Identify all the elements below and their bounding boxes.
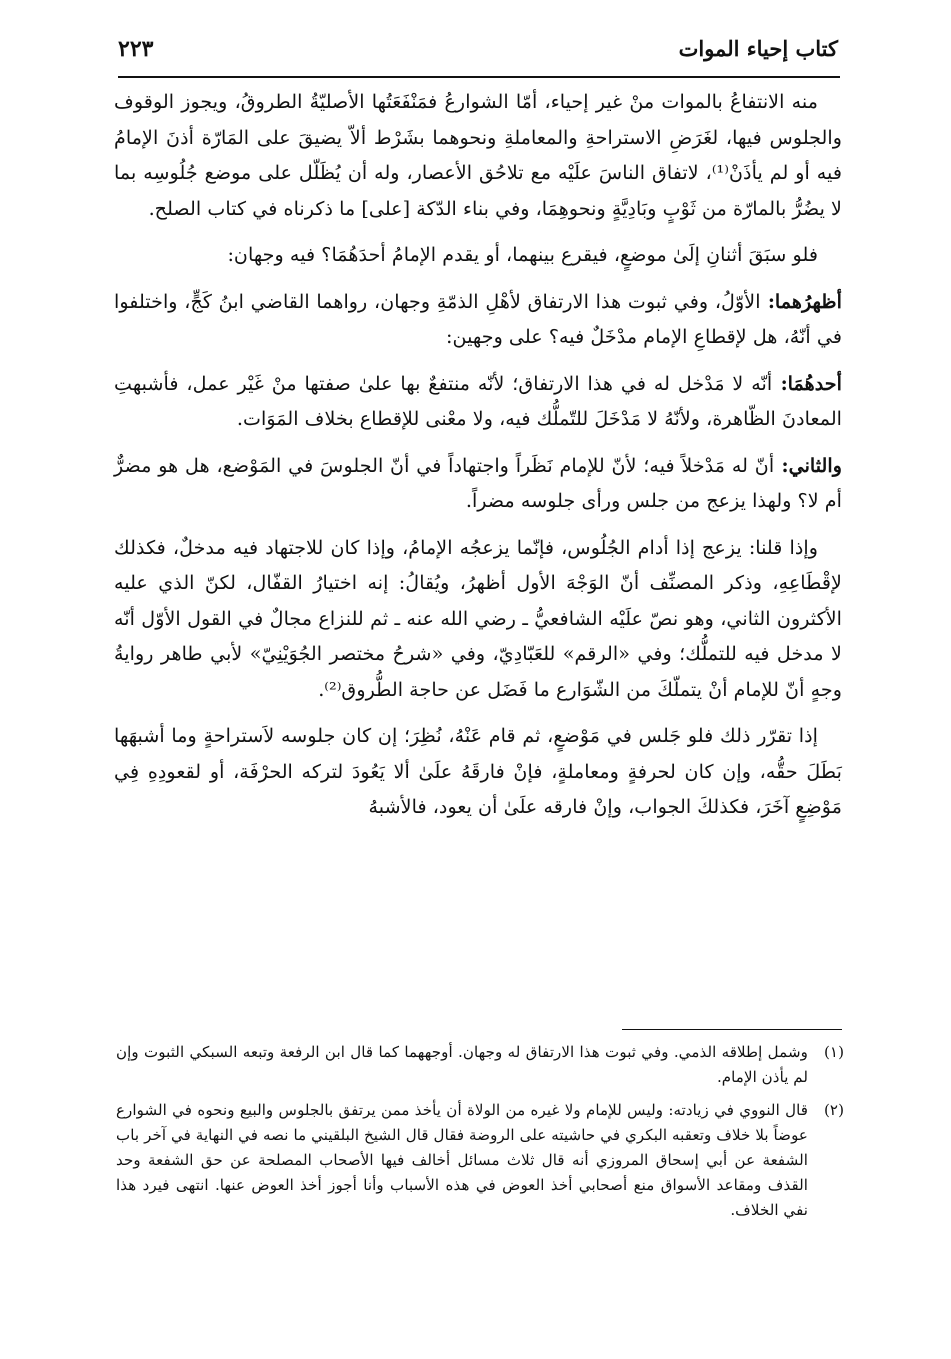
paragraph-lead: أحدهُمَا: [772,371,842,395]
paragraph-text: منه الانتفاعُ بالموات منْ غير إحياء، أمّا الشوارعُ فمَنْفَعَتُها الأصليّةُ الطروقُ، ويجوز الوقوف والجلوس فيها، لغَرَضِ الاستراحةِ والمعاملةِ ونحوهما بشَرْط ألاّ يضيقَ على المَارّة أذنَ الإمامُ فيه أو لم يأذَنْ⁽¹⁾، لاتفاق الناسَ علَيْه مع تلاحُق الأعصار، وله أن يُظَلّل على موضع جُلُوسِه بما لا يضُرُّ بالمارّة من ثَوْبٍ وبَادِيَّةٍ ونحوهِمَا، وفي بناء الدّكة [على] ما ذكرناه في كتاب الصلح. [114,90,843,220]
book-title: كتاب إحياء الموات [678,36,838,61]
footnote [116,1040,844,1090]
paragraph [114,448,842,519]
paragraph [114,84,842,226]
paragraph-text: إذا تقرّر ذلك فلو جَلس في مَوْضعٍ، ثم قام عَنْهُ، نُظِرَ؛ إن كان جلوسه لاَستراحةٍ وما أشبهَها بَطَلَ حقُّه، وإن كان لحرفةٍ ومعاملةٍ، فإنْ فارقَهُ علَىٰ ألا يَعُودَ لتركه الحرْفَة، أو لقعودِهِ فِي مَوْضِعٍ آخَرَ، فكذلكَ الجواب، وإنْ فارقه علَىٰ أن يعود، فالأشبهُ [114,724,842,818]
main-text [114,84,842,836]
page-number: ٢٢٣ [118,36,154,62]
paragraph [114,718,842,825]
footnote-rule [622,1029,842,1030]
paragraph-text: أنّ له مَدْخلاً فيه؛ لأنّ للإمام نَظَراً واجتهاداً في أنّ الجلوسَ في المَوْضع، هل هو مضرٌّ أم لا؟ ولهذا يزعج من جلس ورأى جلوسه مضراً. [114,453,842,512]
running-header [118,34,838,74]
footnote-text: قال النووي في زيادته: وليس للإمام ولا غيره من الولاة أن يأخذ ممن يرتفق بالجلوس والبيع ونحوه في الشوارع عوضاً بلا خلاف وتعقبه البكري في حاشيته على الروضة فقال قال الشيخ البلقيني ما نصه في النهاية في آخر باب الشفعة عن أبي إسحاق المروزي أنه قال ثلاث مسائل أخالف فيها الأصحاب المصلحة عن حق الشفعة وحد القذف ومقاعد الأسواق منع أصحابي أخذ العوض في هذه الأسباب وأنا أجوز أخذ العوض عنها. انتهى فيرد هذا نفي الخلاف. [116,1101,808,1219]
paragraph [114,237,842,273]
paragraph-lead: والثاني: [774,453,842,477]
footnotes [116,1040,844,1231]
paragraph-text: وإذا قلنا: يزعج إذا أدام الجُلُوس، فإنّما يزعجُه الإمامُ، وإذا كان للاجتهاد فيه مدخلٌ، فكذلك لإقْطَاعِهِ، وذكر المصنِّف أنّ الوَجْهَ الأول أظهرُ، ويُقالُ: إنه اختيارُ القفّال، لكنّ الذي عليه الأكثرون الثاني، وهو نصّ علَيْه الشافعيُّ ـ رضي الله عنه ـ ثم للنزاع مجالٌ في القول الأوّل أنّه لا مدخل فيه للتملُّك؛ وفي «الرقم» للعَبّادِيّ، وفي «شرحُ مختصر الجُوَيْنِيّ» لأبي طاهر روايةُ وجهٍ أنّ للإمام أنْ يتملّكَ من الشّوَارع ما فَضَل عن حاجة الطُّروق⁽²⁾. [114,535,843,701]
paragraph-text: الأوّلُ، وفي ثبوت هذا الارتفاق لأهْلِ الذمّةِ وجهان، رواهما القاضي ابنُ كَجٍّ، واختلفوا في أنّهُ، هل لإقطاعِ الإمام مدْخَلٌ فيه؟ على وجهين: [114,289,842,348]
header-rule [118,76,840,78]
footnote-text: وشمل إطلاقه الذمي. وفي ثبوت هذا الارتفاق له وجهان. أوجههما كما قال ابن الرفعة وتبعه السبكي الثبوت وإن لم يأذن الإمام. [116,1043,808,1086]
paragraph [114,366,842,437]
paragraph [114,530,842,708]
footnote-number: (١) [823,1043,844,1061]
paragraph [114,284,842,355]
footnote-number: (٢) [823,1101,844,1119]
paragraph-lead: أظهرُهما: [760,289,842,313]
paragraph-text: فلو سبَقَ أثنانِ إلَىٰ موضعٍ، فيقرع بينهما، أو يقدم الإمامُ أحدَهُمَا؟ فيه وجهان: [227,243,818,266]
paragraph-text: أنّه لا مَدْخل له في هذا الارتفاق؛ لأنّه منتفعٌ بها علىٰ صفتها منْ غَيْر عمل، فأشبهتِ المعادنَ الظّاهرة، ولأنّهُ لا مَدْخَلَ للتّملُّك فيه، ولا معْنى للإقطاع بخلاف المَوَات. [114,371,842,430]
footnote [116,1098,844,1223]
